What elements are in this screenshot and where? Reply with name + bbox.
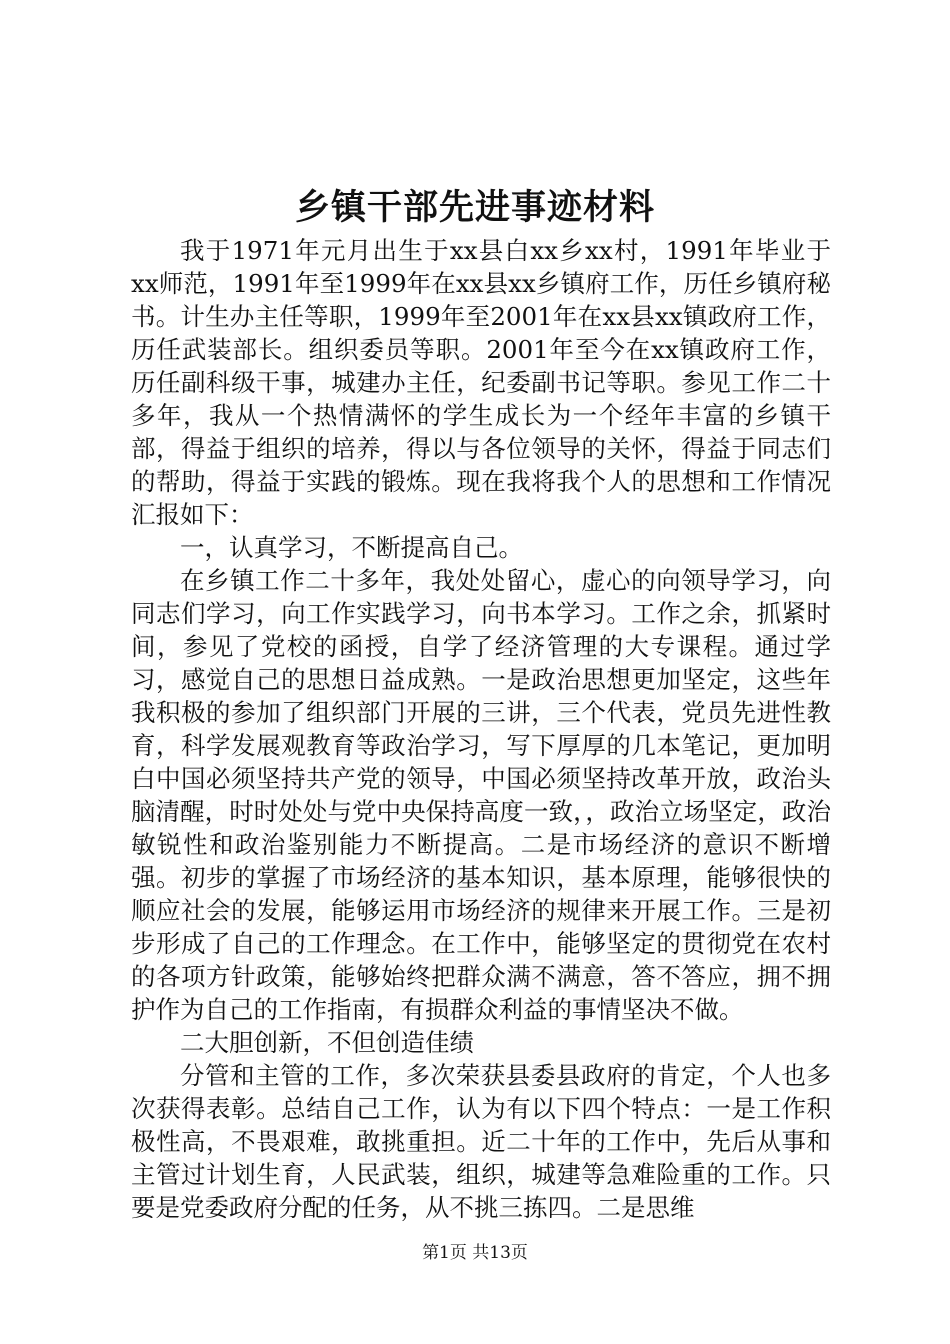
document-body [131,234,831,1224]
paragraph-work: 分管和主管的工作，多次荣获县委县政府的肯定，个人也多次获得表彰。总结自己工作，认为有以下四个特点：一是工作积极性高，不畏艰难，敢挑重担。近二十年的工作中，先后从事和主管过计划生育，人民武装，组织，城建等急难险重的工作。只要是党委政府分配的任务，从不挑三拣四。二是思维 [131,1061,831,1222]
section-heading-1: 一，认真学习，不断提高自己。 [180,533,523,562]
section-heading-2: 二大胆创新，不但创造佳绩 [180,1028,474,1057]
paragraph-intro: 我于1971年元月出生于xx县白xx乡xx村，1991年毕业于xx师范，1991年至1999年在xx县xx乡镇府工作，历任乡镇府秘书。计生办主任等职，1999年至2001年在xx县xx镇政府工作，历任武装部长。组织委员等职。2001年至今在xx镇政府工作，历任副科级干事，城建办主任，纪委副书记等职。参见工作二十多年，我从一个热情满怀的学生成长为一个经年丰富的乡镇干部，得益于组织的培养，得以与各位领导的关怀，得益于同志们的帮助，得益于实践的锻炼。现在我将我个人的思想和工作情况汇报如下： [131,236,831,529]
paragraph-study: 在乡镇工作二十多年，我处处留心，虚心的向领导学习，向同志们学习，向工作实践学习，向书本学习。工作之余，抓紧时间，参见了党校的函授，自学了经济管理的大专课程。通过学习，感觉自己的思想日益成熟。一是政治思想更加坚定，这些年我积极的参加了组织部门开展的三讲，三个代表，党员先进性教育，科学发展观教育等政治学习，写下厚厚的几本笔记，更加明白中国必须坚持共产党的领导，中国必须坚持改革开放，政治头脑清醒，时时处处与党中央保持高度一致，，政治立场坚定，政治敏锐性和政治鉴别能力不断提高。二是市场经济的意识不断增强。初步的掌握了市场经济的基本知识，基本原理，能够很快的顺应社会的发展，能够运用市场经济的规律来开展工作。三是初步形成了自己的工作理念。在工作中，能够坚定的贯彻党在农村的各项方针政策，能够始终把群众满不满意，答不答应，拥不拥护作为自己的工作指南，有损群众利益的事情坚决不做。 [131,566,831,1024]
page-footer: 第1页 共13页 [422,1243,528,1263]
document-title: 乡镇干部先进事迹材料 [294,187,655,228]
